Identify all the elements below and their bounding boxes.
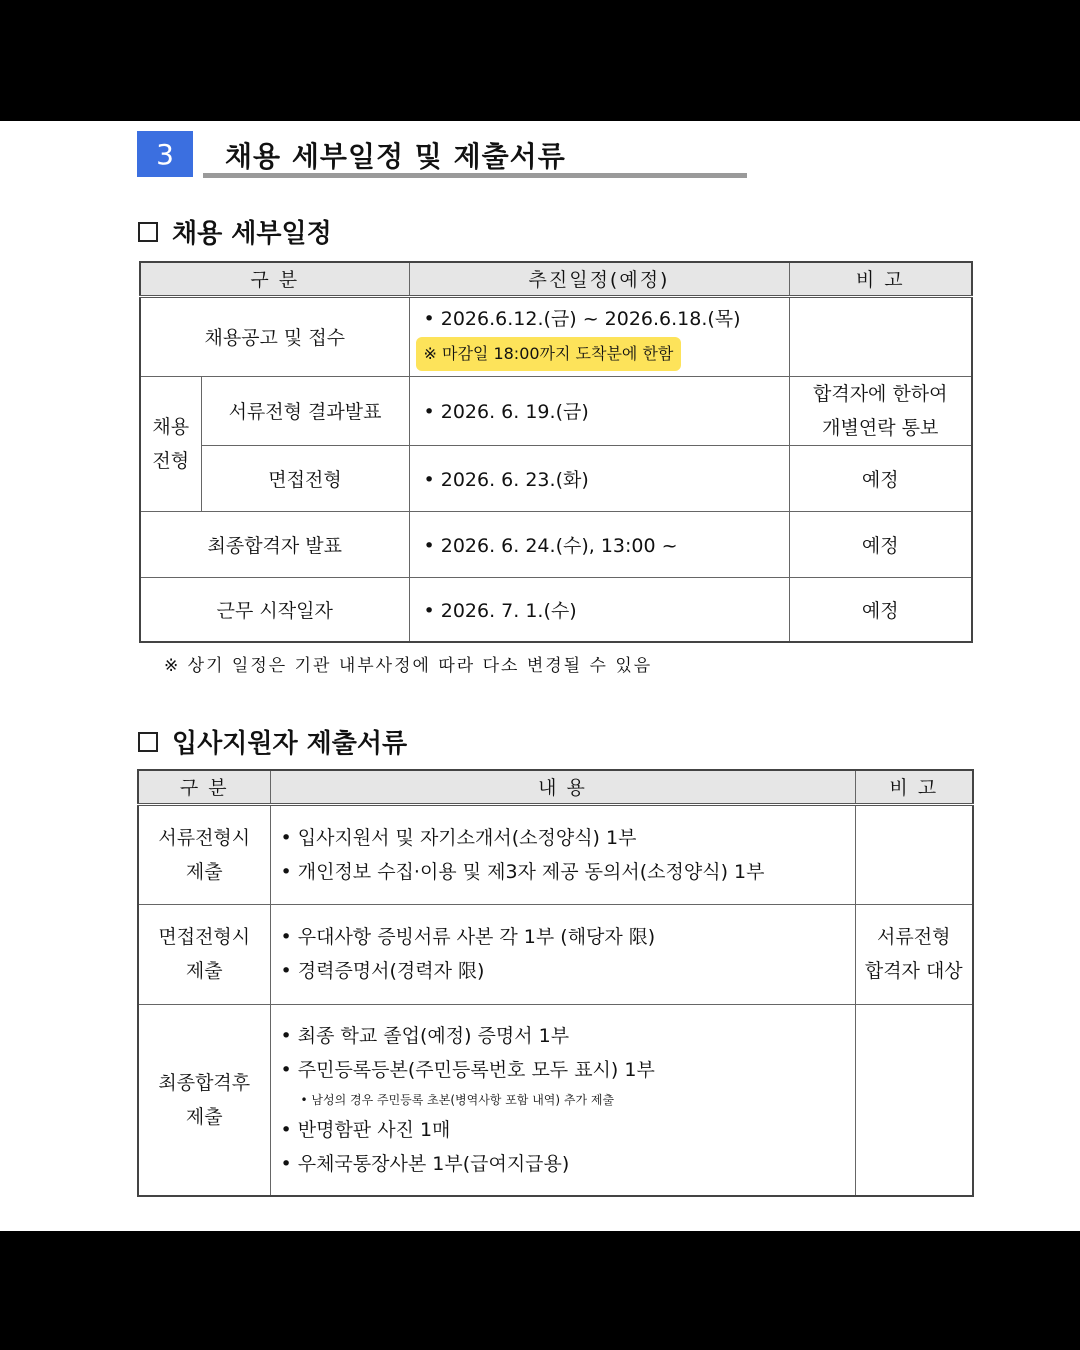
row-items — [270, 804, 855, 904]
documents-heading-text: 입사지원자 제출서류 — [172, 729, 408, 759]
label-line: 서류전형시 — [158, 826, 251, 849]
row-note: 예정 — [789, 445, 972, 511]
header-remarks: 비 고 — [855, 770, 973, 804]
row-items — [270, 1004, 855, 1196]
section-title: 채용 세부일정 및 제출서류 — [225, 140, 566, 173]
row-label: 최종합격자 발표 — [140, 511, 409, 577]
row-date: • 2026. 7. 1.(수) — [409, 577, 789, 642]
row-date: • 2026. 6. 23.(화) — [409, 445, 789, 511]
row-label: 서류전형 결과발표 — [201, 376, 409, 445]
row-date: • 2026. 6. 24.(수), 13:00 ~ — [409, 511, 789, 577]
list-item: • 최종 학교 졸업(예정) 증명서 1부 — [280, 1024, 570, 1047]
row-label — [138, 1004, 270, 1196]
row-note — [855, 904, 973, 1004]
table-row — [140, 445, 972, 511]
list-item: • 우체국통장사본 1부(급여지급용) — [280, 1152, 570, 1175]
row-label: 면접전형 — [201, 445, 409, 511]
label-line: 면접전형시 — [158, 926, 251, 948]
row-note: 예정 — [789, 511, 972, 577]
row-note — [789, 296, 972, 376]
list-subitem: • 남성의 경우 주민등록 초본(병역사항 포함 내역) 추가 제출 — [300, 1092, 615, 1107]
table-row — [138, 1004, 973, 1196]
header-category: 구 분 — [140, 262, 409, 296]
table-row — [138, 804, 973, 904]
note-line: 서류전형 — [877, 926, 951, 948]
section-underline — [203, 173, 747, 178]
deadline-highlight: ※ 마감일 18:00까지 도착분에 한함 — [416, 337, 682, 371]
row-label — [138, 904, 270, 1004]
table-row — [140, 376, 972, 445]
list-item: • 주민등록등본(주민등록번호 모두 표시) 1부 — [280, 1058, 655, 1081]
schedule-heading-text: 채용 세부일정 — [172, 219, 332, 249]
table-row — [140, 577, 972, 642]
checkbox-square-icon — [138, 732, 158, 752]
list-item: • 우대사항 증빙서류 사본 각 1부 (해당자 限) — [280, 926, 656, 948]
table-row — [140, 511, 972, 577]
documents-heading — [138, 723, 407, 760]
section-number: 3 — [137, 131, 193, 177]
document-page — [0, 121, 1080, 1231]
label-line: 제출 — [185, 1105, 223, 1128]
group-label: 채용 전형 — [140, 376, 201, 511]
row-label — [138, 804, 270, 904]
header-content: 내 용 — [270, 770, 855, 804]
list-item: • 입사지원서 및 자기소개서(소정양식) 1부 — [280, 826, 637, 849]
note-line: 개별연락 통보 — [822, 416, 939, 439]
checkbox-square-icon — [138, 222, 158, 242]
note-line: 합격자 대상 — [864, 960, 963, 982]
header-schedule: 추진일정(예정) — [409, 262, 789, 296]
row-note: 예정 — [789, 577, 972, 642]
header-category: 구 분 — [138, 770, 270, 804]
row-label: 근무 시작일자 — [140, 577, 409, 642]
table-row — [138, 904, 973, 1004]
schedule-heading — [138, 213, 332, 250]
note-line: 합격자에 한하여 — [812, 382, 948, 405]
header-remarks: 비 고 — [789, 262, 972, 296]
section-header — [137, 131, 747, 181]
label-line: 제출 — [185, 860, 223, 883]
table-row — [140, 296, 972, 376]
row-note — [789, 376, 972, 445]
label-line: 제출 — [185, 960, 223, 982]
row-items — [270, 904, 855, 1004]
row-date — [409, 296, 789, 376]
label-line: 최종합격후 — [158, 1071, 251, 1094]
schedule-footnote: ※ 상기 일정은 기관 내부사정에 따라 다소 변경될 수 있음 — [164, 656, 653, 676]
table-header-row — [138, 770, 973, 804]
date-text: • 2026.6.12.(금) ~ 2026.6.18.(목) — [423, 308, 741, 330]
row-label: 채용공고 및 접수 — [140, 296, 409, 376]
list-item: • 경력증명서(경력자 限) — [280, 960, 485, 982]
row-note — [855, 804, 973, 904]
row-date: • 2026. 6. 19.(금) — [409, 376, 789, 445]
documents-table — [137, 769, 974, 1197]
row-note — [855, 1004, 973, 1196]
schedule-table — [139, 261, 973, 643]
table-header-row — [140, 262, 972, 296]
list-item: • 개인정보 수집·이용 및 제3자 제공 동의서(소정양식) 1부 — [280, 860, 765, 883]
list-item: • 반명함판 사진 1매 — [280, 1118, 451, 1141]
